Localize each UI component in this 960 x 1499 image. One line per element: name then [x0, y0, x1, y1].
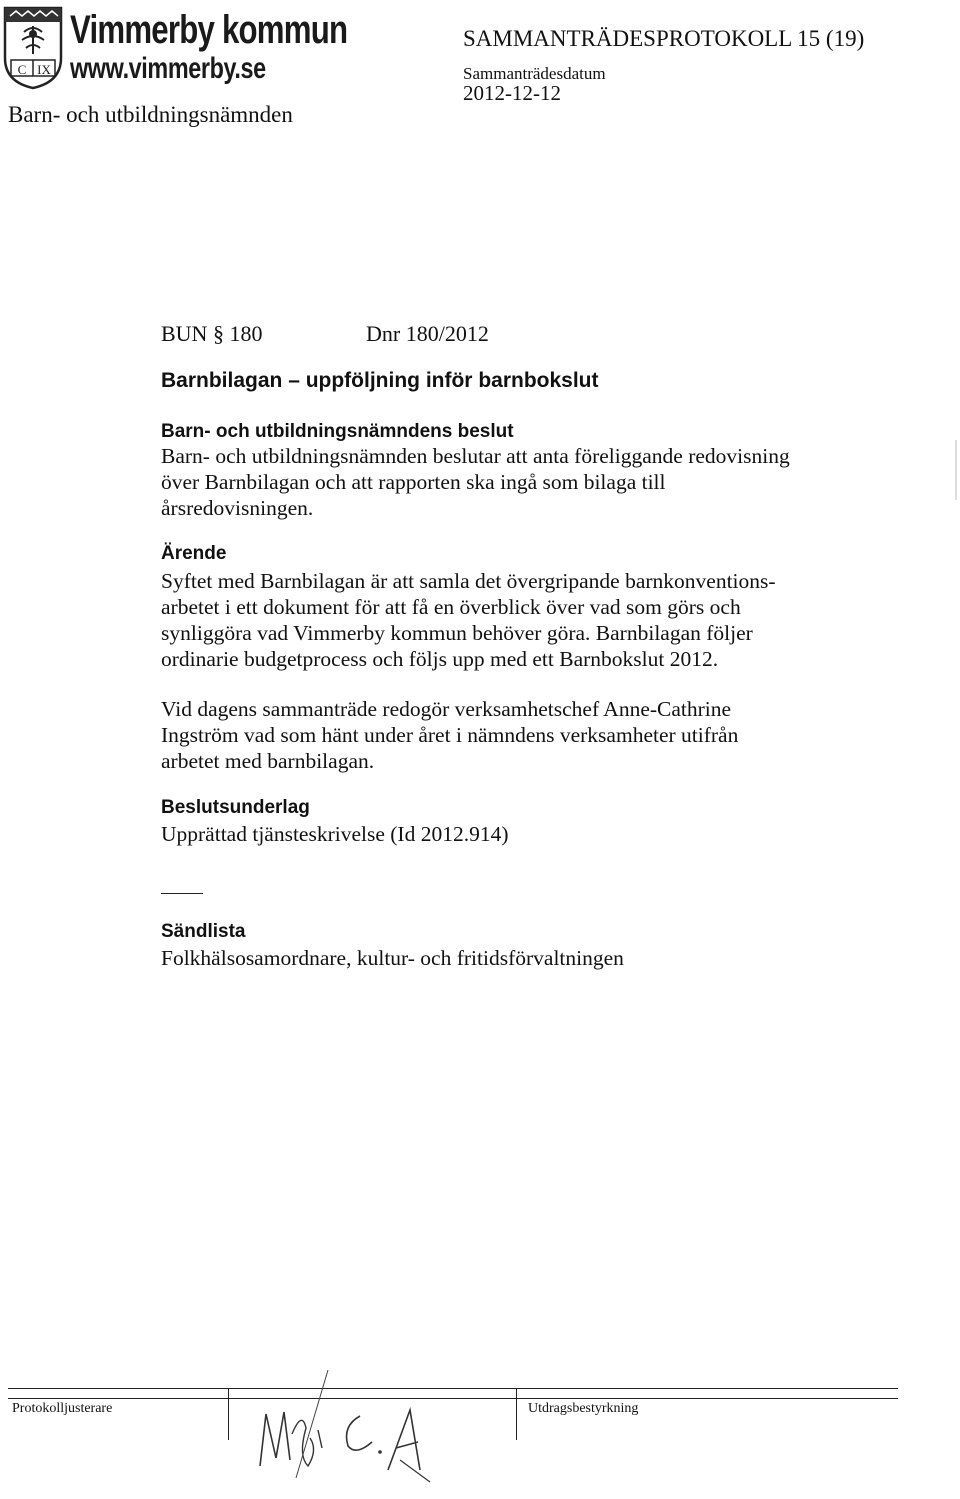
footer-divider — [516, 1388, 517, 1440]
matter-line: synliggöra vad Vimmerby kommun behöver göra. Barnbilagan följer — [161, 621, 753, 645]
case-number: Dnr 180/2012 — [366, 321, 489, 346]
basis-heading: Beslutsunderlag — [161, 797, 310, 818]
decision-line: över Barnbilagan och att rapporten ska ingå som bilaga till — [161, 470, 666, 494]
organization-name: Vimmerby kommun — [70, 8, 348, 52]
meeting-date: 2012-12-12 — [463, 81, 561, 105]
meeting-date-label: Sammanträdesdatum — [463, 64, 606, 83]
decision-line: årsredovisningen. — [161, 496, 314, 520]
footer-rule-top — [8, 1388, 898, 1389]
distribution-heading: Sändlista — [161, 921, 246, 942]
footer-rule-bottom — [8, 1398, 898, 1399]
municipal-logo — [2, 4, 64, 90]
organization-url[interactable]: www.vimmerby.se — [70, 52, 266, 85]
matter-line: arbetet med barnbilagan. — [161, 749, 375, 773]
matter-line: Ingström vad som hänt under året i nämndens verksamheter utifrån — [161, 723, 739, 747]
signature — [248, 1370, 448, 1488]
adjuster-label: Protokolljusterare — [12, 1401, 113, 1416]
decision-line: Barn- och utbildningsnämnden beslutar att anta föreliggande redovisning — [161, 444, 790, 468]
matter-heading: Ärende — [161, 543, 227, 564]
extract-label: Utdragsbestyrkning — [528, 1401, 639, 1416]
separator — [161, 893, 203, 894]
paragraph-number: BUN § 180 — [161, 321, 263, 346]
document-title: SAMMANTRÄDESPROTOKOLL 15 (19) — [463, 26, 865, 51]
svg-text:IX: IX — [37, 62, 51, 77]
matter-line: ordinarie budgetprocess och följs upp med ett Barnbokslut 2012. — [161, 647, 719, 671]
matter-line: Vid dagens sammanträde redogör verksamhetschef Anne-Cathrine — [161, 697, 732, 721]
svg-text:C: C — [17, 62, 27, 77]
basis-text: Upprättad tjänsteskrivelse (Id 2012.914) — [161, 822, 509, 846]
committee-name: Barn- och utbildningsnämnden — [8, 102, 293, 127]
item-title: Barnbilagan – uppföljning inför barnbokslut — [161, 369, 599, 392]
matter-line: Syftet med Barnbilagan är att samla det övergripande barnkonventions- — [161, 569, 776, 593]
decision-heading: Barn- och utbildningsnämndens beslut — [161, 421, 514, 442]
signature-icon — [248, 1370, 448, 1488]
distribution-text: Folkhälsosamordnare, kultur- och fritidsförvaltningen — [161, 946, 624, 970]
footer-divider — [228, 1388, 229, 1440]
coat-of-arms-icon — [2, 4, 64, 90]
scan-edge — [955, 440, 957, 500]
matter-line: arbetet i ett dokument för att få en överblick över vad som görs och — [161, 595, 741, 619]
